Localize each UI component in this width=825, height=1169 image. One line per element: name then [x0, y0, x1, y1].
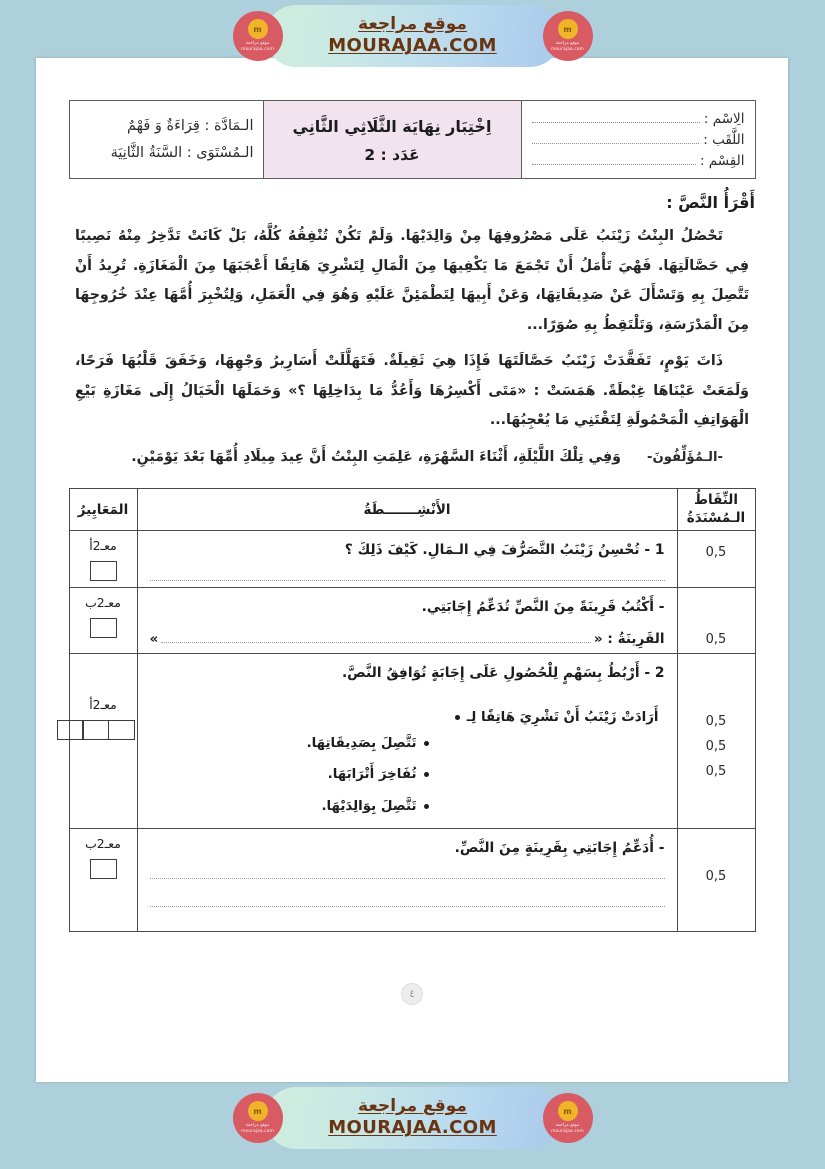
watermark-url: MOURAJAA.COM	[328, 1117, 497, 1139]
points-header-line1: النِّقَاطُ	[693, 492, 738, 509]
logo-caption-en: mourajaa.com	[551, 47, 584, 52]
evidence-answer-row	[150, 631, 665, 647]
watermark-pill	[265, 1087, 561, 1149]
bullet-icon	[424, 772, 429, 777]
answer-line[interactable]	[150, 878, 665, 879]
mourajaa-logo-icon	[233, 11, 283, 61]
field-label-surname: اللَّقَب :	[703, 131, 745, 148]
points-value: 0,5	[705, 631, 727, 647]
list-item[interactable]	[161, 791, 429, 823]
logo-caption-ar: موقع مراجعة	[555, 1123, 580, 1129]
exam-title-cell	[263, 101, 521, 179]
table-header-row	[69, 489, 755, 531]
passage-paragraph-3: وَفِي تِلْكَ اللَّيْلَةِ، أَثْنَاءَ السَّهْرَةِ، عَلِمَتِ البِنْتُ أَنَّ عِيدَ مِيلَادِ أُمِّهَا بَعْدَ يَوْمَيْنِ.	[131, 448, 621, 465]
points-cell	[677, 531, 755, 587]
field-surname	[532, 132, 745, 148]
logo-caption-en: mourajaa.com	[551, 1129, 584, 1134]
criteria-cell	[69, 654, 137, 829]
logo-core-icon: m	[558, 1101, 578, 1121]
logo-caption	[241, 1123, 274, 1135]
logo-caption	[551, 41, 584, 53]
matching-stem-text: أَرَادَتْ زَيْنَبُ أَنْ تَشْرِيَ هَاتِفًا لِـ	[466, 709, 659, 725]
criteria-code: معـ2أ	[89, 697, 117, 713]
field-label-class: القِسْم :	[699, 152, 745, 169]
table-row	[69, 654, 755, 829]
points-cell	[677, 829, 755, 931]
criteria-cell	[69, 587, 137, 653]
matching-option-text: تَتَّصِلَ بِوَالِدَيْهَا.	[321, 798, 417, 814]
points-header-line2: الـمُسْنَدَةُ	[686, 509, 746, 526]
field-label-name: الِاسْم :	[703, 110, 745, 127]
logo-caption-en: mourajaa.com	[241, 47, 274, 52]
level-label: الـمُسْتَوَى : السَّنَةُ الثَّانِيَة	[110, 144, 254, 161]
evidence-label-end: »	[149, 631, 159, 648]
evidence-input[interactable]	[161, 631, 591, 643]
bottom-watermark-banner	[0, 1082, 825, 1154]
matching-option-text: تُفَاخِرَ أَتْرَابَهَا.	[327, 767, 417, 783]
bullet-icon	[424, 741, 429, 746]
criteria-cell	[69, 531, 137, 587]
logo-core-icon: m	[248, 1101, 268, 1121]
points-value: 0,5	[705, 545, 727, 561]
mourajaa-logo-icon	[543, 11, 593, 61]
field-input-surname[interactable]	[532, 133, 700, 144]
watermark-title-ar: موقع مراجعة	[358, 1096, 467, 1117]
criteria-code: معـ2ب	[85, 594, 121, 610]
criteria-code: معـ2ب	[85, 836, 121, 852]
score-box[interactable]	[90, 859, 117, 879]
passage-paragraph-1: تَحْصُلُ البِنْتُ زَيْنَبُ عَلَى مَصْرُوفِهَا مِنْ وَالِدَيْهَا. وَلَمْ تَكُنْ تُنْفِقُهُ كُلَّهُ، بَلْ كَانَتْ تَدَّخِرُ مِنْهُ نَصِيبًا فِي حَصَّالَتِهَا. فَهْيَ تَأْمَلُ أَنْ تَجْمَعَ مَا يَكْفِيهَا مِنَ الْمَالِ لِتَشْرِيَ هَاتِفًا أَعْجَبَهَا مِنَ الْمَغَازَةِ. تُرِيدُ أَنْ تَتَّصِلَ بِهِ وَتَسْأَلَ عَنْ صَدِيقَاتِهَا، وَعَنْ أَبِيهَا لِتَطْمَئِنَّ عَلَيْهِ وَهُوَ فِي الْعَمَلِ، وَلِتُخْبِرَ أُمَّهَا عِنْدَ خُرُوجِهَا مِنَ الْمَدْرَسَةِ، وَتَلْتَقِطُ بِهِ صُوَرًا...	[75, 228, 749, 333]
bullet-icon	[424, 804, 429, 809]
question-text: - أُدَعِّمُ إِجَابَتِي بِقَرِينَةٍ مِنَ النَّصِّ.	[454, 840, 665, 857]
score-box[interactable]	[90, 561, 117, 581]
column-header-criteria: المَعَايِيرُ	[69, 489, 137, 531]
matching-stem[interactable]	[429, 702, 659, 734]
points-cell	[677, 587, 755, 653]
matching-options-column	[161, 702, 429, 823]
points-value: 0,5	[705, 714, 727, 730]
reading-passage	[69, 222, 755, 436]
watermark-title-ar: موقع مراجعة	[358, 14, 467, 35]
logo-caption-en: mourajaa.com	[241, 1129, 274, 1134]
column-header-activities: الأَنْشِـــــــطَةُ	[137, 489, 677, 531]
column-header-points	[677, 489, 755, 531]
logo-caption-ar: موقع مراجعة	[245, 1123, 270, 1129]
passage-paragraph-2: ذَاتَ يَوْمٍ، تَفَقَّدَتْ زَيْنَبُ حَصَّالَتَهَا فَإِذَا هِيَ ثَقِيلَةٌ. فَتَهَلَّلَتْ أَسَارِيرُ وَجْهِهَا، وَخَفَقَ قَلْبُهَا فَرَحًا، وَلَمَعَتْ عَيْنَاهَا غِبْطَةً. هَمَسَتْ : «مَتَى أَكْسِرُهَا وَأَعُدُّ مَا بِدَاخِلِهَا ؟» وَحَمَلَهَا الْخَيَالُ إِلَى مَغَازَةِ بَيْعِ الْهَوَاتِفِ الْمَحْمُولَةِ لِتَقْتَنِي مَا يُعْجِبُهَا...	[75, 353, 749, 429]
points-value: 0,5	[705, 763, 727, 779]
activity-cell	[137, 829, 677, 931]
bullet-icon	[455, 715, 460, 720]
question-text: - أَكْتُبُ قَرِينَةً مِنَ النَّصِّ تُدَعِّمُ إِجَابَتِي.	[421, 598, 665, 615]
score-box-group	[53, 720, 134, 740]
activity-cell	[137, 531, 677, 587]
logo-caption	[241, 41, 274, 53]
reading-prompt: أَقْرَأُ النَّصَّ :	[666, 193, 755, 212]
document-page	[36, 58, 788, 1082]
score-box[interactable]	[57, 720, 84, 740]
student-info-cell	[521, 101, 755, 179]
field-name	[532, 111, 745, 127]
passage-last-line	[69, 443, 755, 473]
evidence-label: القَرِينَةُ : «	[593, 631, 665, 648]
exam-number: عَدَد : 2	[364, 146, 420, 164]
logo-core-icon: m	[248, 19, 268, 39]
exam-header-table	[69, 100, 756, 179]
mourajaa-logo-icon	[543, 1093, 593, 1143]
page-number-marker: ٤	[401, 983, 423, 1005]
question-text: 1 - تُحْسِنُ زَيْنَبُ التَّصَرُّفَ فِي الـمَالِ. كَيْفَ ذَلِكَ ؟	[344, 542, 665, 559]
score-box[interactable]	[108, 720, 135, 740]
points-cell	[677, 654, 755, 829]
list-item[interactable]	[161, 728, 429, 760]
score-box[interactable]	[82, 720, 109, 740]
criteria-code: معـ2أ	[89, 538, 117, 554]
mourajaa-logo-icon	[233, 1093, 283, 1143]
field-input-class[interactable]	[532, 154, 696, 165]
passage-author: -الـمُؤَلِّفُونَ-	[646, 449, 723, 465]
points-value: 0,5	[705, 869, 727, 885]
answer-line[interactable]	[150, 580, 665, 581]
activities-table	[69, 488, 756, 931]
exam-title: اِخْتِبَار نِهَايَة الثَّلَاثِي الثَّانِي	[292, 117, 492, 136]
list-item[interactable]	[161, 759, 429, 791]
score-box[interactable]	[90, 618, 117, 638]
matching-stem-column	[429, 702, 659, 823]
table-row	[69, 587, 755, 653]
logo-core-icon: m	[558, 19, 578, 39]
subject-info-cell	[69, 101, 263, 179]
points-value: 0,5	[705, 738, 727, 754]
table-row	[69, 829, 755, 931]
watermark-url: MOURAJAA.COM	[328, 35, 497, 57]
table-row	[69, 531, 755, 587]
logo-caption-ar: موقع مراجعة	[245, 41, 270, 47]
criteria-cell	[69, 829, 137, 931]
subject-label: الـمَادَّة : قِرَاءَةٌ وَ فَهْمٌ	[126, 117, 254, 134]
matching-exercise	[150, 702, 665, 823]
logo-caption	[551, 1123, 584, 1135]
watermark-pill	[265, 5, 561, 67]
activity-cell	[137, 654, 677, 829]
field-class	[532, 153, 745, 169]
table-row	[69, 101, 755, 179]
question-text: 2 - أَرْبُطُ بِسَهْمٍ لِلْحُصُولِ عَلَى إِجَابَةٍ تُوَافِقُ النَّصَّ.	[341, 665, 665, 682]
matching-option-text: تَتَّصِلَ بِصَدِيقَاتِهَا.	[306, 735, 417, 751]
logo-caption-ar: موقع مراجعة	[555, 41, 580, 47]
field-input-name[interactable]	[532, 112, 700, 123]
activity-cell	[137, 587, 677, 653]
